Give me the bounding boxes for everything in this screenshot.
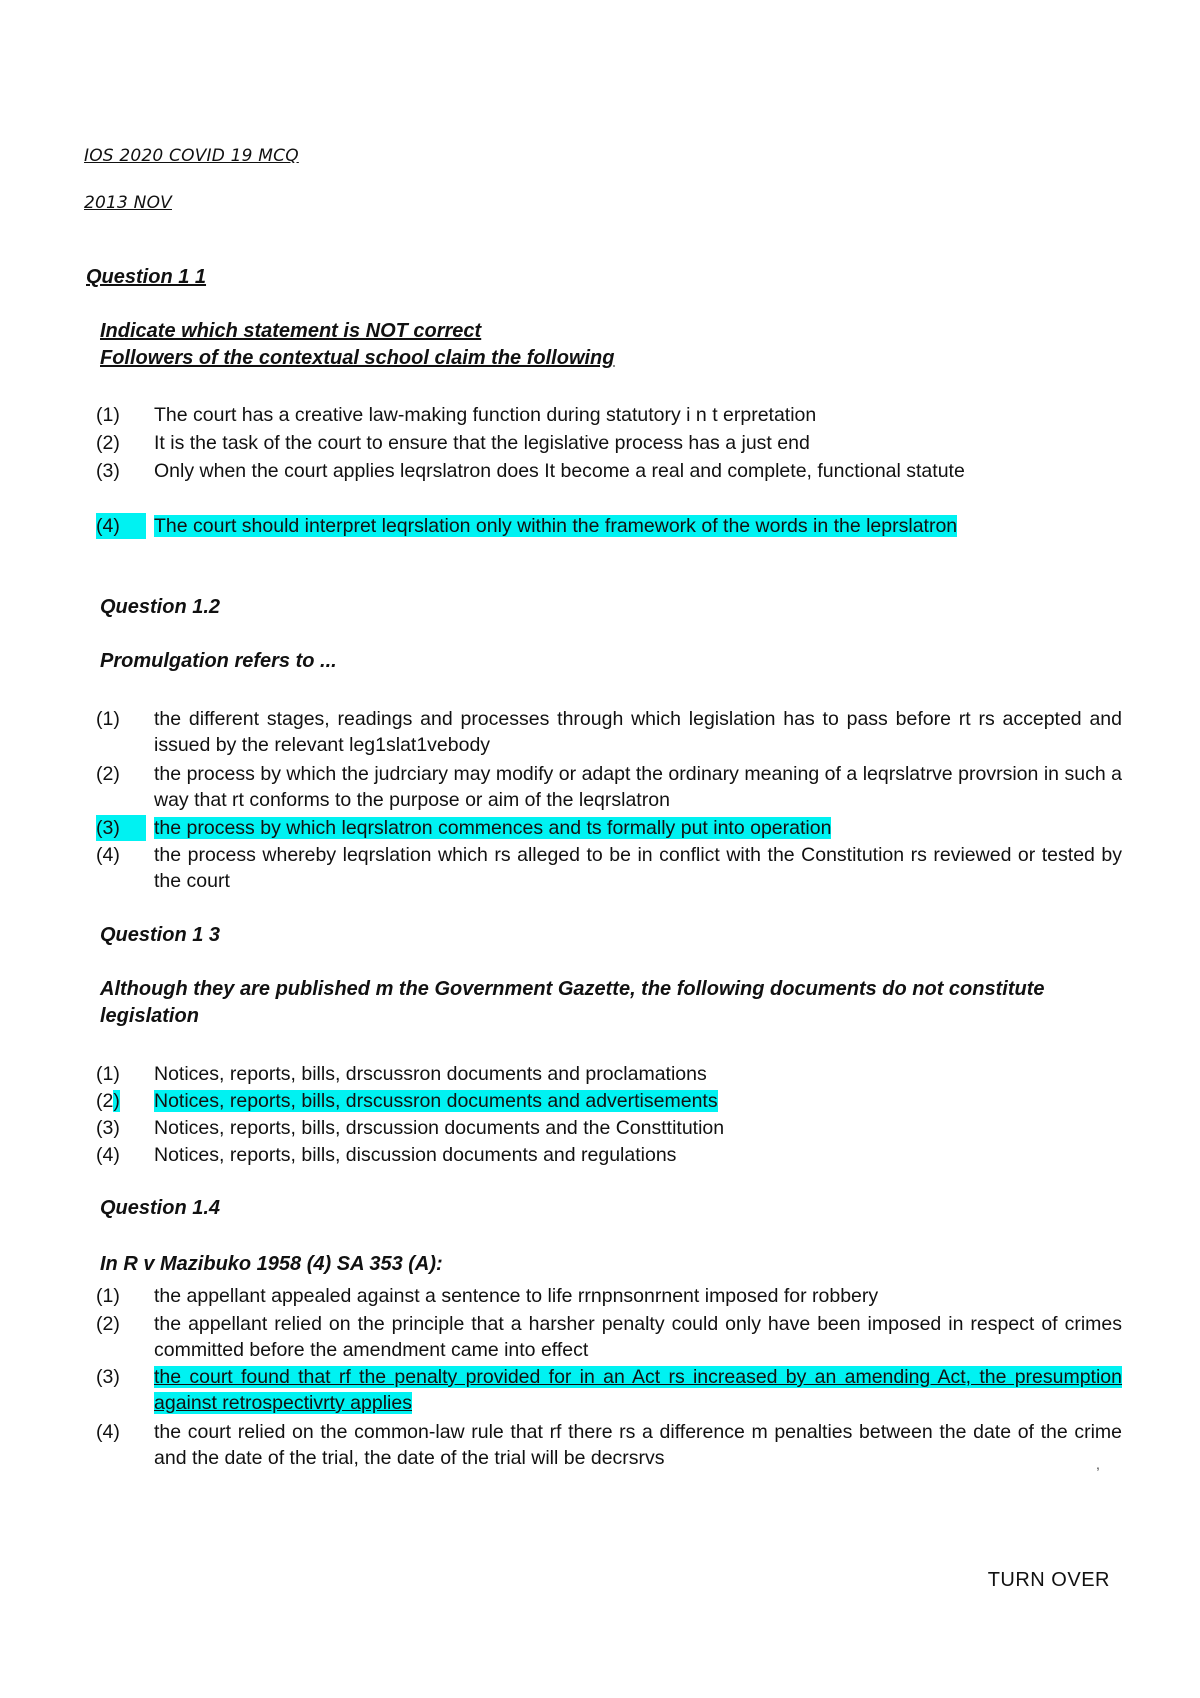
option-number: (1)	[96, 404, 120, 426]
option-number: (3)	[96, 1366, 120, 1388]
option-text: the court relied on the common-law rule that rf there rs a difference m penalties between the date of the crime and the date of the trial, the date of the trial will be decrsrvs	[154, 1421, 1122, 1469]
q3-option-1	[96, 1061, 1122, 1087]
q3-option-2-correct-answer	[96, 1088, 1122, 1114]
question-stem-1-2: Promulgation refers to ...	[100, 650, 337, 672]
option-number: (3)	[96, 815, 146, 841]
option-number: (4)	[96, 844, 120, 866]
option-text: the process whereby leqrslation which rs alleged to be in conflict with the Constitution rs reviewed or tested by the court	[154, 844, 1122, 892]
option-text: Notices, reports, bills, discussion documents and regulations	[154, 1144, 677, 1166]
document-header-date: 2013 NOV	[84, 193, 172, 213]
option-number: (1)	[96, 1063, 120, 1085]
turn-over-note: TURN OVER	[987, 1569, 1110, 1591]
q4-option-4	[96, 1419, 1122, 1471]
stray-mark: ,	[1096, 1456, 1100, 1472]
option-number: (4)	[96, 1421, 120, 1443]
q4-option-3-correct-answer	[96, 1364, 1122, 1416]
q1-option-2	[96, 430, 1122, 456]
option-text-highlighted: the process by which leqrslatron commences and ts formally put into operation	[154, 817, 832, 839]
q1-option-4-correct-answer	[96, 513, 1122, 539]
q4-option-2	[96, 1311, 1122, 1363]
option-text: Notices, reports, bills, drscussion documents and the Consttitution	[154, 1117, 725, 1139]
q2-option-4	[96, 842, 1122, 894]
option-number-start: (2	[96, 1090, 114, 1112]
option-number: (4)	[96, 513, 146, 539]
question-title-1-3: Question 1 3	[100, 924, 221, 946]
option-number: (2)	[96, 432, 120, 454]
option-number: (3)	[96, 460, 120, 482]
question-title-1-4: Question 1.4	[100, 1197, 221, 1219]
option-number: (2)	[96, 763, 120, 785]
question-stem-1-1-b: Followers of the contextual school claim the following	[100, 347, 615, 369]
option-text: Notices, reports, bills, drscussron documents and proclamations	[154, 1063, 707, 1085]
option-number: (3)	[96, 1117, 120, 1139]
question-title-1-2: Question 1.2	[100, 596, 221, 618]
option-text: the process by which the judrciary may modify or adapt the ordinary meaning of a leqrslatrve provrsion in such a way that rt conforms to the purpose or aim of the leqrslatron	[154, 763, 1122, 811]
option-text: the appellant relied on the principle that a harsher penalty could only have been imposed in respect of crimes committed before the amendment came into effect	[154, 1313, 1122, 1361]
option-text-highlighted: Notices, reports, bills, drscussron documents and advertisements	[154, 1090, 718, 1112]
document-header-title: IOS 2020 COVID 19 MCQ	[84, 146, 299, 166]
q4-option-1	[96, 1283, 1122, 1309]
option-number: (2)	[96, 1313, 120, 1335]
q1-option-1	[96, 402, 1122, 428]
option-text-highlighted: the court found that rf the penalty provided for in an Act rs increased by an amending Act, the presumption against retrospectivrty applies	[154, 1366, 1122, 1414]
option-text: the different stages, readings and processes through which legislation has to pass before rt rs accepted and issued by the relevant leg1slat1vebody	[154, 708, 1122, 756]
option-text: It is the task of the court to ensure that the legislative process has a just end	[154, 432, 810, 454]
option-text-highlighted: The court should interpret leqrslation only within the framework of the words in the leprslatron	[154, 515, 958, 537]
option-number-end: )	[113, 1090, 120, 1112]
q2-option-3-correct-answer	[96, 815, 1122, 841]
q1-option-3	[96, 458, 1122, 484]
question-stem-1-1-a: Indicate which statement is NOT correct	[100, 320, 482, 342]
q2-option-2	[96, 761, 1122, 813]
q2-option-1	[96, 706, 1122, 758]
q3-option-4	[96, 1142, 1122, 1168]
option-number: (4)	[96, 1144, 120, 1166]
question-stem-1-3: Although they are published m the Government Gazette, the following documents do not constitute legislation	[100, 978, 1045, 1027]
option-text: The court has a creative law-making function during statutory i n t erpretation	[154, 404, 817, 426]
option-text: the appellant appealed against a sentence to life rrnpnsonrnent imposed for robbery	[154, 1285, 879, 1307]
option-number: (1)	[96, 1285, 120, 1307]
option-number: (1)	[96, 708, 120, 730]
question-stem-1-4: In R v Mazibuko 1958 (4) SA 353 (A):	[100, 1253, 443, 1275]
q3-option-3	[96, 1115, 1122, 1141]
option-text: Only when the court applies leqrslatron does It become a real and complete, functional statute	[154, 460, 965, 482]
question-title-1-1: Question 1 1	[86, 266, 207, 288]
